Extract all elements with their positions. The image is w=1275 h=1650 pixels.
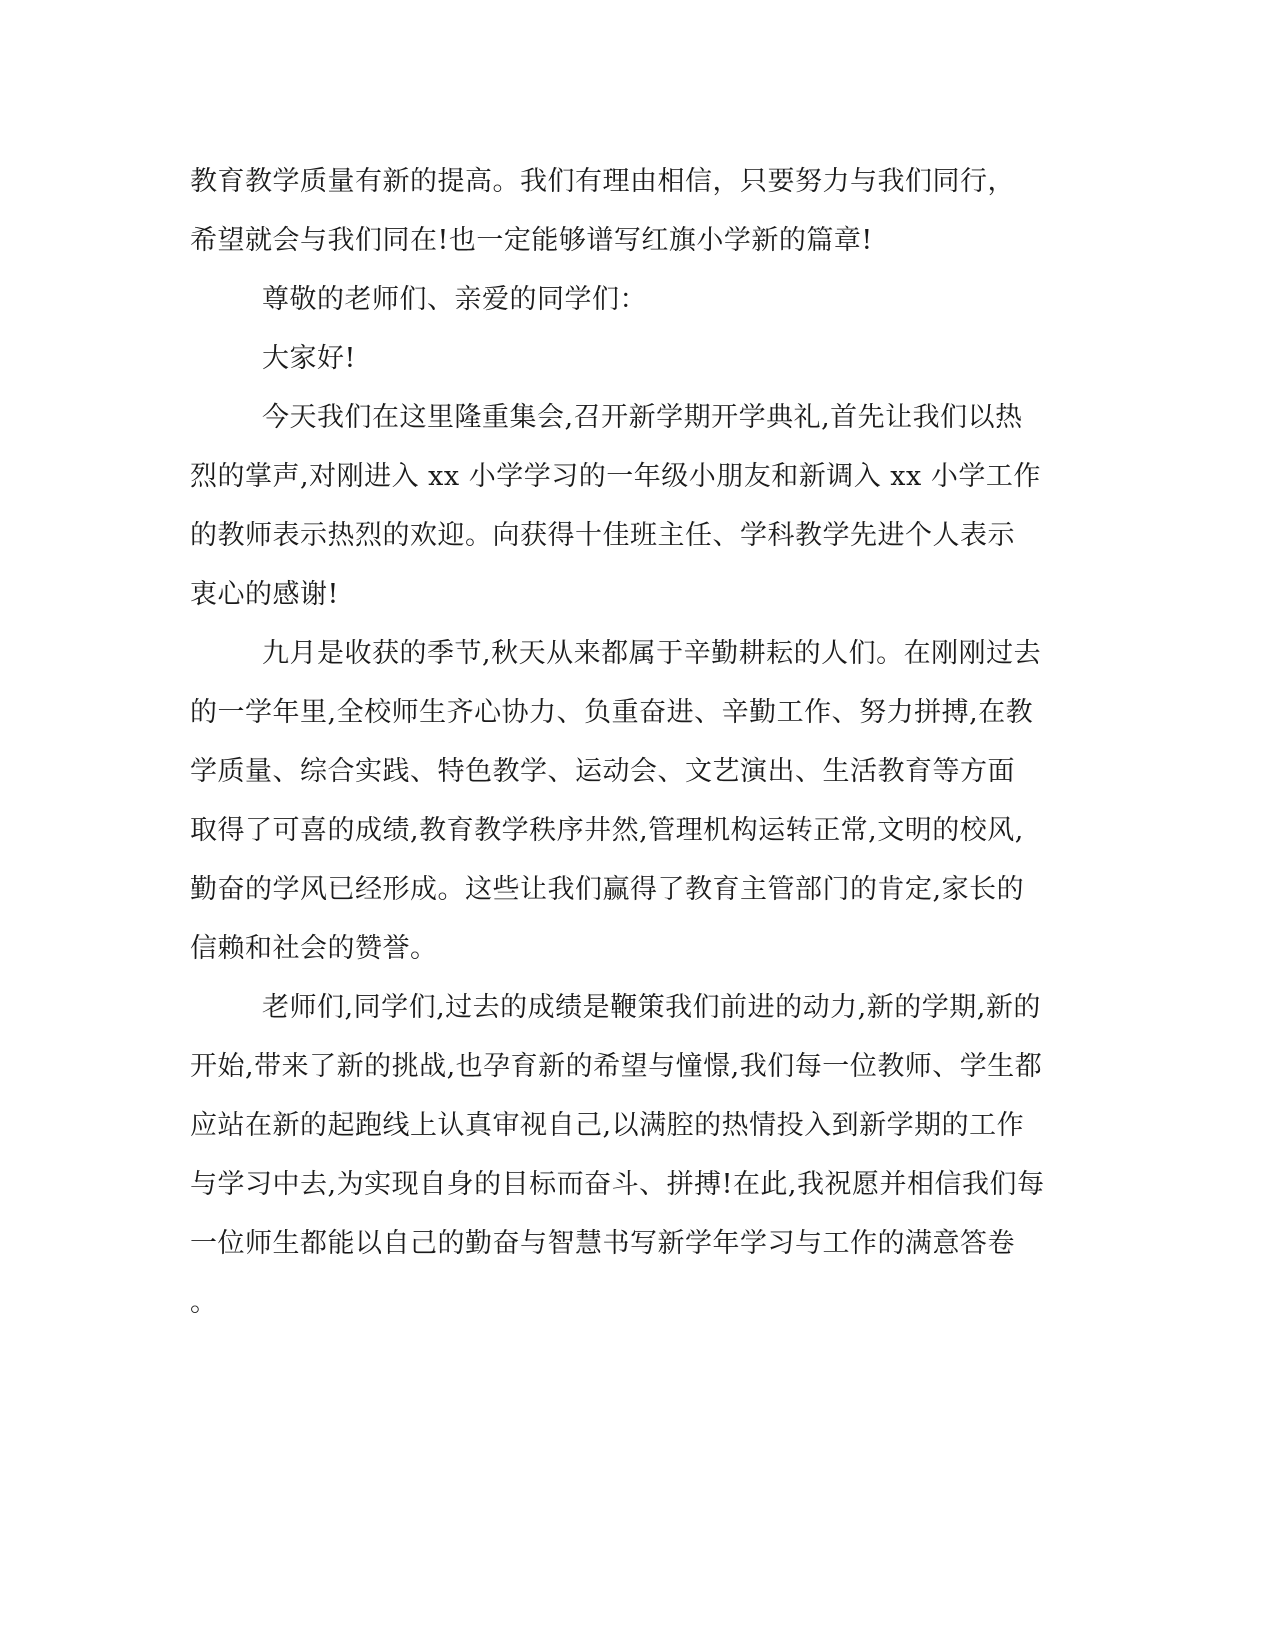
text-line: 信赖和社会的赞誉。 <box>190 933 438 964</box>
text-line: 希望就会与我们同在!也一定能够谱写红旗小学新的篇章! <box>190 225 873 256</box>
text-line: 应站在新的起跑线上认真审视自己,以满腔的热情投入到新学期的工作 <box>190 1110 1025 1141</box>
text-line: 衷心的感谢! <box>190 579 339 610</box>
text-line: 今天我们在这里隆重集会,召开新学期开学典礼,首先让我们以热 <box>262 402 1023 433</box>
salutation: 尊敬的老师们、亲爱的同学们： <box>262 284 647 315</box>
text-line: 一位师生都能以自己的勤奋与智慧书写新学年学习与工作的满意答卷 <box>190 1228 1015 1259</box>
text-line: 九月是收获的季节,秋天从来都属于辛勤耕耘的人们。在刚刚过去 <box>262 638 1042 669</box>
text-line: 开始,带来了新的挑战,也孕育新的希望与憧憬,我们每一位教师、学生都 <box>190 1051 1043 1082</box>
text-line: 教育教学质量有新的提高。我们有理由相信，只要努力与我们同行， <box>190 166 1015 197</box>
text-line: 老师们,同学们,过去的成绩是鞭策我们前进的动力,新的学期,新的 <box>262 992 1041 1023</box>
text-line: 勤奋的学风已经形成。这些让我们赢得了教育主管部门的肯定,家长的 <box>190 874 1025 905</box>
text-line: 烈的掌声,对刚进入 xx 小学学习的一年级小朋友和新调入 xx 小学工作 <box>190 461 1041 492</box>
text-line: 取得了可喜的成绩,教育教学秩序井然,管理机构运转正常,文明的校风, <box>190 815 1024 846</box>
text-line: 与学习中去,为实现自身的目标而奋斗、拼搏!在此,我祝愿并相信我们每 <box>190 1169 1045 1200</box>
greeting: 大家好! <box>262 343 356 374</box>
text-line: 的一学年里,全校师生齐心协力、负重奋进、辛勤工作、努力拼搏,在教 <box>190 697 1034 728</box>
text-line: 学质量、综合实践、特色教学、运动会、文艺演出、生活教育等方面 <box>190 756 1015 787</box>
text-line: 的教师表示热烈的欢迎。向获得十佳班主任、学科教学先进个人表示 <box>190 520 1015 551</box>
text-line: 。 <box>190 1287 218 1318</box>
